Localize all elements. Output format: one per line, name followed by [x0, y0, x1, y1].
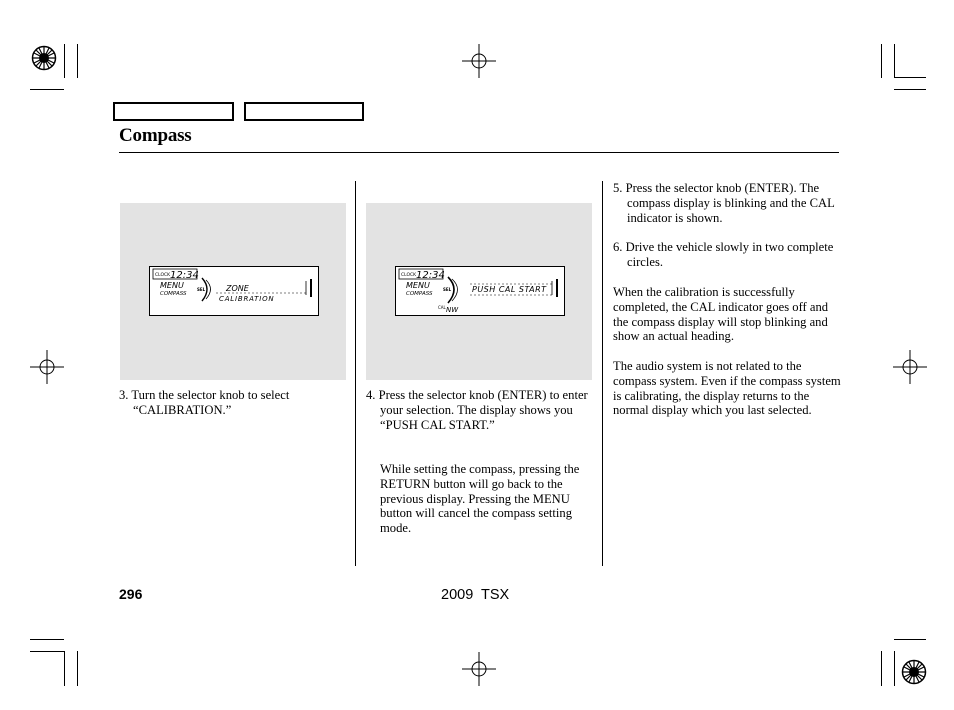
lcd-menu-text: MENU	[160, 281, 184, 290]
step-4-text: 4. Press the selector knob (ENTER) to enter your selection. The display shows you “PUSH CAL START.”	[366, 388, 588, 432]
lcd-screen	[395, 266, 565, 316]
setting-note-text: While setting the compass, pressing the RETURN button will go back to the previous display. Pressing the MENU button will cancel the compass setting mode.	[380, 462, 580, 536]
page-number: 296	[119, 586, 143, 602]
section-tab-box-2	[244, 102, 364, 121]
column-divider-2	[602, 181, 603, 566]
lcd-item-calibration: CALIBRATION	[219, 295, 275, 303]
figure-display-calibration	[120, 203, 346, 380]
page-title: Compass	[119, 125, 192, 146]
registration-target-right	[893, 350, 927, 384]
lcd-sel-indicator: SEL	[197, 287, 206, 292]
lcd-artwork	[150, 267, 318, 315]
registration-rosette-bottom-right	[901, 659, 927, 685]
registration-target-bottom	[462, 652, 496, 686]
step-5-text: 5. Press the selector knob (ENTER). The compass display is blinking and the CAL indicator is shown.	[613, 181, 835, 225]
registration-target-left	[30, 350, 64, 384]
lcd-sel-indicator: SEL	[443, 287, 452, 292]
lcd-screen	[149, 266, 319, 316]
audio-system-note-text: The audio system is not related to the compass system. Even if the compass system is calibrating, the display returns to the normal display which you last selected.	[613, 359, 841, 418]
section-tab-box-1	[113, 102, 234, 121]
lcd-cal-label: CAL	[438, 305, 446, 310]
calibration-complete-text: When the calibration is successfully completed, the CAL indicator goes off and the compass display will stop blinking and show an actual heading.	[613, 285, 829, 344]
lcd-artwork	[396, 267, 564, 315]
lcd-item-zone: ZONE	[226, 284, 249, 293]
lcd-clock-label: CLOCK	[155, 273, 171, 278]
lcd-heading: NW	[446, 306, 459, 314]
lcd-sub-text: COMPASS	[406, 291, 433, 297]
lcd-clock-label: CLOCK	[401, 273, 417, 278]
registration-rosette-top-left	[31, 45, 57, 71]
column-divider-1	[355, 181, 356, 566]
lcd-menu-text: MENU	[406, 281, 430, 290]
title-rule	[119, 152, 839, 153]
model-footer: 2009 TSX	[441, 587, 510, 603]
step-3-text: 3. Turn the selector knob to select “CALIBRATION.”	[119, 388, 290, 417]
figure-display-push-cal-start	[366, 203, 592, 380]
lcd-message: PUSH CAL START	[472, 285, 547, 294]
lcd-clock-time: 12:34	[416, 270, 445, 281]
step-6-text: 6. Drive the vehicle slowly in two complete circles.	[613, 240, 834, 269]
registration-target-top	[462, 44, 496, 78]
lcd-sub-text: COMPASS	[160, 291, 187, 297]
lcd-clock-time: 12:34	[170, 270, 199, 281]
